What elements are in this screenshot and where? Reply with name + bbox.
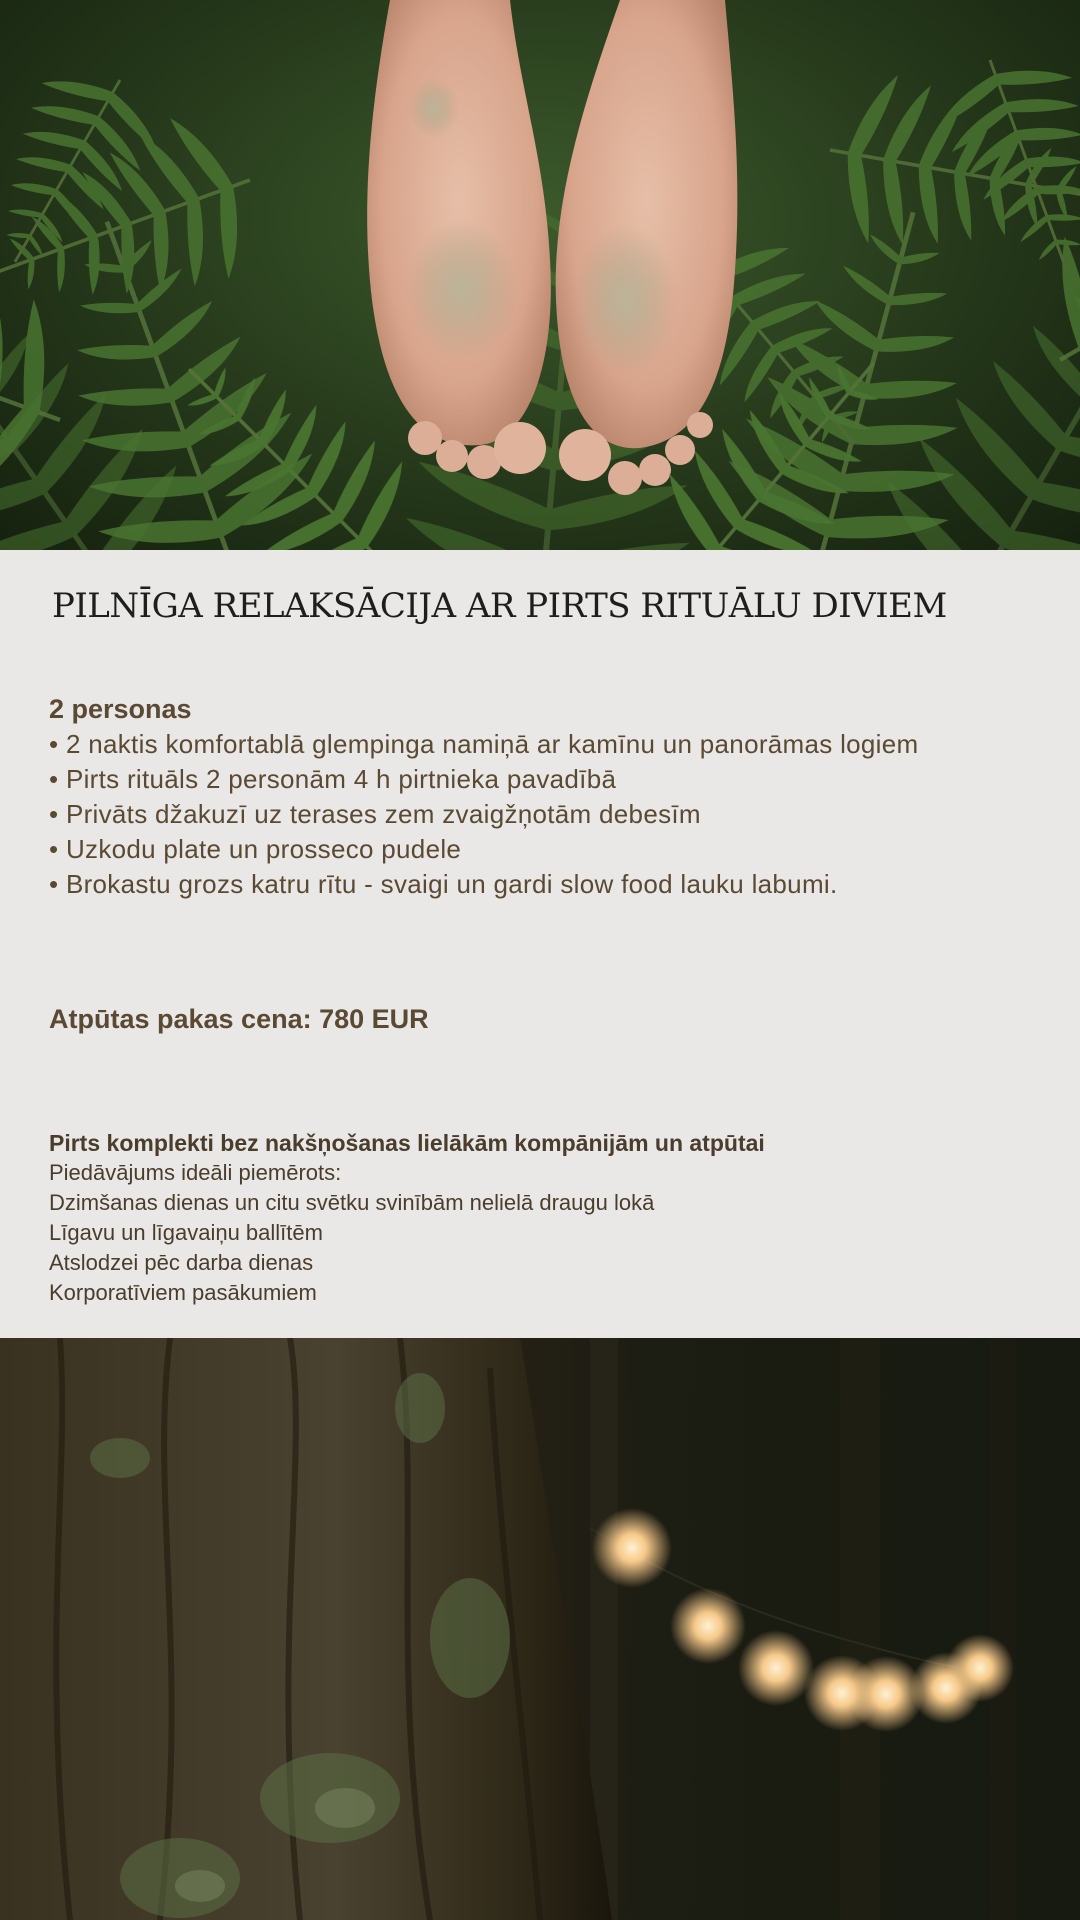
sauna-sets-heading: Pirts komplekti bez nakšņošanas lielākām kompānijām un atpūtai	[49, 1130, 765, 1156]
list-item: • Brokastu grozs katru rītu - svaigi un gardi slow food lauku labumi.	[49, 867, 1015, 902]
list-item: Līgavu un līgavaiņu ballītēm	[49, 1220, 323, 1245]
fern-feet-illustration	[0, 0, 1080, 550]
offer-heading: 2 personas	[49, 694, 192, 724]
offer-panel	[0, 550, 1080, 1338]
list-item: Dzimšanas dienas un citu svētku svinībām nelielā draugu lokā	[49, 1190, 655, 1215]
left-foot	[367, 0, 551, 479]
offer-list	[49, 727, 1015, 902]
offer-block	[49, 692, 1015, 902]
string-lights	[592, 1508, 1014, 1732]
tree-lights-illustration	[0, 1338, 1080, 1920]
feet-on-ferns-photo	[0, 0, 1080, 550]
list-item: Korporatīviem pasākumiem	[49, 1280, 317, 1305]
list-item: • 2 naktis komfortablā glempinga namiņā ar kamīnu un panorāmas logiem	[49, 727, 1015, 762]
list-item: Atslodzei pēc darba dienas	[49, 1250, 314, 1275]
list-item: • Privāts džakuzī uz terases zem zvaigžņotām debesīm	[49, 797, 1015, 832]
sauna-sets-intro: Piedāvājums ideāli piemērots:	[49, 1160, 342, 1185]
list-item: • Uzkodu plate un prosseco pudele	[49, 832, 1015, 867]
right-foot	[556, 0, 738, 495]
list-item: • Pirts rituāls 2 personām 4 h pirtnieka pavadībā	[49, 762, 1015, 797]
page-title: PILNĪGA RELAKSĀCIJA AR PIRTS RITUĀLU DIVIEM	[52, 586, 947, 626]
tree-trunk-with-string-lights-photo	[0, 1338, 1080, 1920]
package-price: Atpūtas pakas cena: 780 EUR	[49, 1004, 429, 1034]
sauna-sets-block	[49, 1128, 1049, 1308]
